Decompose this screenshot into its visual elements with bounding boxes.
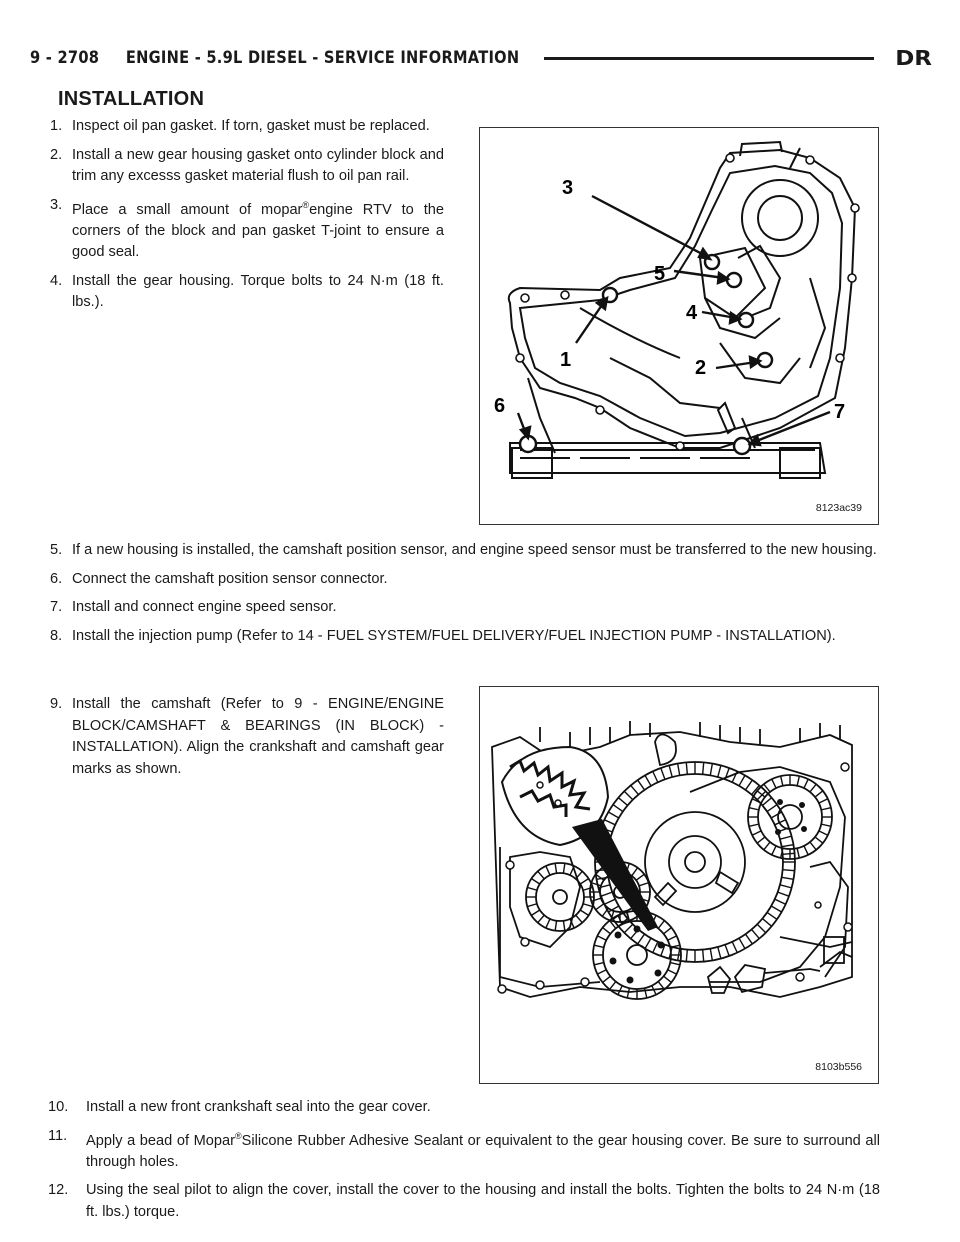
gear-tooth bbox=[636, 874, 644, 880]
step-text: Install the injection pump (Refer to 14 - FUEL SYSTEM/FUEL DELIVERY/FUEL INJECTION PUMP - INSTALLATION). bbox=[72, 627, 836, 644]
gear-tooth bbox=[670, 963, 680, 965]
gear-tooth bbox=[531, 879, 539, 884]
section-title: INSTALLATION bbox=[58, 88, 205, 110]
gear-tooth bbox=[583, 887, 593, 890]
gear-tooth bbox=[664, 928, 672, 934]
gear-tooth bbox=[757, 924, 765, 932]
step-number: 5. bbox=[50, 542, 63, 558]
gear-tooth bbox=[781, 776, 783, 786]
gear-tooth bbox=[594, 945, 604, 947]
figure-gear-timing-marks bbox=[479, 686, 879, 1084]
gear-tooth bbox=[669, 765, 672, 777]
gear-tooth bbox=[601, 892, 612, 896]
gear-tooth bbox=[594, 963, 604, 965]
gear-tooth bbox=[664, 976, 672, 982]
gear-tooth bbox=[591, 898, 601, 901]
gear-tooth bbox=[608, 812, 618, 818]
header-rule bbox=[544, 57, 874, 60]
gear-tooth bbox=[527, 904, 537, 907]
gear-tooth bbox=[686, 762, 687, 774]
gear-tooth bbox=[639, 883, 649, 886]
callout-4: 4 bbox=[686, 302, 698, 324]
step-7 bbox=[50, 597, 880, 619]
gear-tooth bbox=[780, 885, 792, 888]
step-text: Install a new gear housing gasket onto cylinder block and trim any excesss gasket material flush to oil pan rail. bbox=[72, 146, 444, 184]
gear-tooth bbox=[815, 837, 823, 843]
gear-tooth bbox=[563, 863, 564, 873]
gear-tooth bbox=[661, 768, 665, 779]
gear-tooth bbox=[658, 921, 664, 929]
gear-tooth bbox=[783, 853, 795, 854]
gear-tooth bbox=[804, 779, 808, 788]
figure-gear-housing bbox=[479, 127, 879, 525]
gear-tooth bbox=[725, 945, 729, 956]
gear-tooth bbox=[546, 866, 550, 875]
step-4 bbox=[50, 271, 444, 314]
gear-tooth bbox=[749, 824, 759, 826]
step-text: If a new housing is installed, the camshaft position sensor, and engine speed sensor must be transferred to the new housing. bbox=[72, 542, 877, 558]
step-9 bbox=[50, 694, 444, 780]
steps-list-2 bbox=[50, 540, 880, 654]
step-11 bbox=[48, 1126, 880, 1174]
step-number: 7. bbox=[50, 599, 63, 615]
gear-tooth bbox=[618, 798, 627, 806]
step-text: Install the camshaft (Refer to 9 - ENGINE/ENGINE BLOCK/CAMSHAFT & BEARINGS (IN BLOCK) - INSTALLATION). Align the crankshaft and camshaft gear marks as shown. bbox=[72, 696, 444, 777]
registered-mark: ® bbox=[302, 199, 310, 210]
gear-tooth bbox=[782, 877, 794, 879]
callout-1: 1 bbox=[560, 349, 572, 371]
gear-tooth bbox=[804, 846, 808, 855]
gear-tooth bbox=[563, 921, 564, 931]
gear-tooth bbox=[686, 950, 687, 962]
step-text: Inspect oil pan gasket. If torn, gasket must be replaced. bbox=[72, 118, 430, 134]
gear-tooth bbox=[613, 805, 623, 812]
step-text: Install and connect engine speed sensor. bbox=[72, 599, 337, 615]
gear-tooth bbox=[603, 928, 611, 934]
step-text: Place a small amount of mopar bbox=[72, 201, 303, 218]
figure-code: 8103b556 bbox=[815, 1061, 862, 1073]
step-number: 9. bbox=[50, 696, 63, 712]
gear-tooth bbox=[819, 831, 828, 835]
step-number: 3. bbox=[50, 196, 63, 213]
gear-tooth bbox=[631, 785, 639, 794]
header-title: 9 - 2708 ENGINE - 5.9L DIESEL - SERVICE INFORMATION bbox=[30, 48, 520, 68]
step-text: Silicone Rubber Adhesive Sealant or equivalent to the gear housing cover. Be sure to surround all through holes. bbox=[86, 1132, 880, 1170]
page-header bbox=[30, 44, 932, 74]
gear-tooth bbox=[718, 947, 721, 959]
step-number: 8. bbox=[50, 627, 63, 644]
gear-tooth bbox=[810, 784, 816, 792]
gear-tooth bbox=[775, 899, 786, 904]
gear-tooth bbox=[668, 936, 677, 940]
step-number: 12. bbox=[48, 1182, 69, 1199]
gear-tooth bbox=[783, 870, 795, 871]
step-text: Using the seal pilot to align the cover, install the cover to the housing and install the bolts. Tighten the bolts to 24 N·m (18 ft. lbs.) torque. bbox=[86, 1182, 880, 1220]
gear-tooth bbox=[527, 887, 537, 890]
gear-tooth bbox=[546, 919, 550, 928]
gear-tooth bbox=[580, 879, 588, 884]
step-2 bbox=[50, 145, 444, 188]
gear-tooth bbox=[645, 775, 651, 785]
gear-tooth bbox=[602, 908, 608, 916]
gear-tooth bbox=[596, 904, 604, 910]
step-5 bbox=[50, 540, 880, 562]
gear-tooth bbox=[603, 976, 611, 982]
gear-tooth bbox=[757, 837, 765, 843]
gear-tooth bbox=[703, 950, 704, 962]
gear-housing-illustration bbox=[480, 128, 878, 524]
gear-tooth bbox=[772, 846, 776, 855]
gear-tooth bbox=[732, 942, 737, 953]
gear-tooth bbox=[570, 866, 574, 875]
callout-5: 5 bbox=[654, 263, 666, 285]
gear-tooth bbox=[555, 863, 556, 873]
step-text: Install the gear housing. Torque bolts to 24 N·m (18 ft. lbs.). bbox=[72, 272, 444, 311]
gear-tooth bbox=[678, 764, 680, 776]
gear-tooth bbox=[638, 780, 645, 790]
callout-7: 7 bbox=[834, 401, 846, 423]
gear-tooth bbox=[752, 831, 761, 835]
gear-tooth bbox=[538, 915, 545, 923]
gear-tooth bbox=[597, 970, 606, 974]
gear-tooth bbox=[668, 970, 677, 974]
gear-tooth bbox=[645, 938, 651, 948]
step-number: 11. bbox=[48, 1127, 68, 1144]
step-3 bbox=[50, 195, 444, 264]
gear-tooth bbox=[767, 912, 777, 919]
gear-tooth bbox=[771, 906, 781, 912]
gear-tooth bbox=[597, 936, 606, 940]
callout-3: 3 bbox=[562, 177, 574, 199]
gear-tooth bbox=[576, 915, 583, 923]
gear-tooth bbox=[767, 805, 777, 812]
callout-6: 6 bbox=[494, 395, 506, 417]
gear-tooth bbox=[531, 910, 539, 915]
gear-tooth bbox=[703, 762, 704, 774]
step-number: 2. bbox=[50, 146, 63, 163]
gear-tooth bbox=[627, 988, 629, 998]
step-1 bbox=[50, 116, 444, 138]
step-8 bbox=[50, 626, 880, 648]
gear-tooth bbox=[624, 924, 632, 932]
gear-tooth bbox=[583, 904, 593, 907]
gear-tooth bbox=[752, 929, 760, 938]
step-text: Apply a bead of Mopar bbox=[86, 1132, 235, 1149]
step-12 bbox=[48, 1180, 880, 1223]
gear-tooth bbox=[739, 938, 745, 948]
gear-tooth bbox=[771, 812, 781, 818]
gear-tooth bbox=[610, 982, 616, 990]
gear-tooth bbox=[815, 791, 823, 797]
gear-tooth bbox=[638, 934, 645, 944]
step-number: 6. bbox=[50, 570, 63, 587]
step-number: 1. bbox=[50, 118, 63, 134]
step-text: Install a new front crankshaft seal into the gear cover. bbox=[86, 1099, 431, 1115]
gear-tooth bbox=[710, 949, 712, 961]
gear-tooth bbox=[745, 780, 752, 790]
registered-mark: ® bbox=[234, 1130, 242, 1141]
gear-tooth bbox=[739, 775, 745, 785]
gear-tooth bbox=[780, 836, 792, 839]
gear-tooth bbox=[749, 808, 759, 810]
gear-tooth bbox=[745, 934, 752, 944]
gear-tooth bbox=[718, 765, 721, 777]
gear-tooth bbox=[821, 824, 831, 826]
figure-code: 8123ac39 bbox=[815, 502, 862, 514]
gear-tooth bbox=[772, 779, 776, 788]
step-number: 4. bbox=[50, 272, 63, 289]
gear-tooth bbox=[821, 808, 831, 810]
gear-tooth bbox=[797, 848, 799, 858]
gear-tooth bbox=[778, 892, 789, 896]
header-section-code: DR bbox=[895, 46, 932, 70]
gear-train-illustration bbox=[480, 687, 878, 1083]
step-6 bbox=[50, 569, 880, 591]
gear-tooth bbox=[797, 776, 799, 786]
gear-tooth bbox=[819, 799, 828, 803]
step-text: Connect the camshaft position sensor connector. bbox=[72, 570, 388, 587]
gear-tooth bbox=[732, 771, 737, 782]
steps-list-4 bbox=[48, 1097, 880, 1230]
gear-tooth bbox=[604, 899, 615, 904]
gear-tooth bbox=[810, 842, 816, 850]
gear-tooth bbox=[782, 845, 794, 847]
gear-tooth bbox=[538, 871, 545, 879]
callout-2: 2 bbox=[695, 357, 707, 379]
gear-tooth bbox=[632, 868, 638, 876]
step-text: engine RTV to the corners of the block and pan gasket T-joint to ensure a good seal. bbox=[72, 201, 444, 261]
gear-tooth bbox=[624, 791, 632, 799]
steps-list-1 bbox=[50, 116, 444, 321]
gear-tooth bbox=[764, 842, 770, 850]
gear-tooth bbox=[555, 921, 556, 931]
step-number: 10. bbox=[48, 1099, 69, 1115]
gear-tooth bbox=[604, 820, 615, 825]
gear-tooth bbox=[653, 942, 658, 953]
gear-tooth bbox=[580, 910, 588, 915]
gear-tooth bbox=[653, 771, 658, 782]
gear-tooth bbox=[762, 919, 771, 927]
gear-tooth bbox=[710, 764, 712, 776]
steps-list-3 bbox=[50, 694, 444, 787]
step-10 bbox=[48, 1097, 880, 1119]
